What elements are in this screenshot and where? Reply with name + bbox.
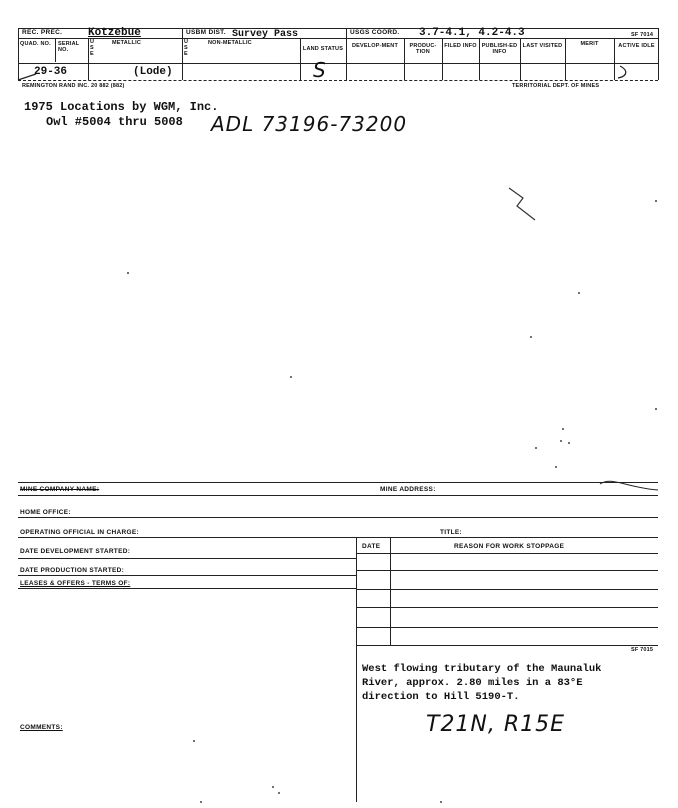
land-status-value: S xyxy=(313,58,326,82)
col-development: DEVELOP-MENT xyxy=(351,43,399,49)
territorial-dept: TERRITORIAL DEPT. OF MINES xyxy=(512,83,600,89)
col-last-visited: LAST VISITED xyxy=(522,43,563,49)
col-published-info: PUBLISH-ED INFO xyxy=(481,43,518,55)
form-code-bottom: SF 7015 xyxy=(631,647,654,653)
pen-stroke-mark xyxy=(16,70,38,82)
date-column-label: DATE xyxy=(362,543,381,550)
col-nonmetallic: NON-METALLIC xyxy=(208,40,252,46)
note-line3: direction to Hill 5190-T. xyxy=(362,691,520,703)
printer-line: REMINGTON RAND INC. 20 882 (882) xyxy=(22,83,125,89)
locations-line1: 1975 Locations by WGM, Inc. xyxy=(24,100,219,114)
mine-address-label: MINE ADDRESS: xyxy=(380,486,436,493)
title-label: TITLE: xyxy=(440,529,463,536)
col-metallic: METALLIC xyxy=(112,40,141,46)
col-filed-info: FILED INFO xyxy=(444,43,477,49)
handwritten-township: T21N, R15E xyxy=(426,712,566,737)
note-line2: River, approx. 2.80 miles in a 83°E xyxy=(362,677,583,689)
mine-company-name-label: MINE COMPANY NAME: xyxy=(20,486,100,493)
leases-offers-label: LEASES & OFFERS - TERMS OF: xyxy=(20,580,131,587)
bracket-mark xyxy=(616,64,646,82)
col-land-status: LAND STATUS xyxy=(302,46,344,52)
date-development-label: DATE DEVELOPMENT STARTED: xyxy=(20,548,131,555)
col-production: PRODUC-TION xyxy=(409,43,437,55)
note-line1: West flowing tributary of the Maunaluk xyxy=(362,663,602,675)
usbm-dist-label: USBM DIST. xyxy=(186,29,226,36)
home-office-label: HOME OFFICE: xyxy=(20,509,71,516)
col-serial: SERIAL NO. xyxy=(58,41,80,53)
usbm-dist-value: Survey Pass xyxy=(232,29,299,40)
comments-label: COMMENTS: xyxy=(20,724,63,731)
rec-prec-label: REC. PREC. xyxy=(22,29,63,36)
reason-column-label: REASON FOR WORK STOPPAGE xyxy=(454,543,565,550)
usgs-coord-label: USGS COORD. xyxy=(350,29,400,36)
rec-prec-value: Kotzebue xyxy=(88,27,141,39)
col-metallic-prefix: U S E xyxy=(90,39,95,57)
quad-serial-value: 29-36 xyxy=(34,66,68,78)
corner-pen-mark xyxy=(598,474,660,494)
operating-official-label: OPERATING OFFICIAL IN CHARGE: xyxy=(20,529,139,536)
date-production-label: DATE PRODUCTION STARTED: xyxy=(20,567,125,574)
stray-pen-mark xyxy=(505,184,545,226)
col-quad: QUAD. NO. xyxy=(20,41,51,47)
locations-line2: Owl #5004 thru 5008 xyxy=(46,115,183,129)
col-nonmetallic-prefix: U S E xyxy=(184,39,189,57)
usgs-coord-value: 3.7-4.1, 4.2-4.3 xyxy=(419,27,525,39)
handwritten-adl: ADL 73196-73200 xyxy=(211,112,408,136)
col-active-idle: ACTIVE IDLE xyxy=(618,43,655,49)
col-merit: MERIT xyxy=(580,41,599,47)
form-code-top: SF 7014 xyxy=(631,32,654,38)
metallic-value: (Lode) xyxy=(133,66,173,78)
